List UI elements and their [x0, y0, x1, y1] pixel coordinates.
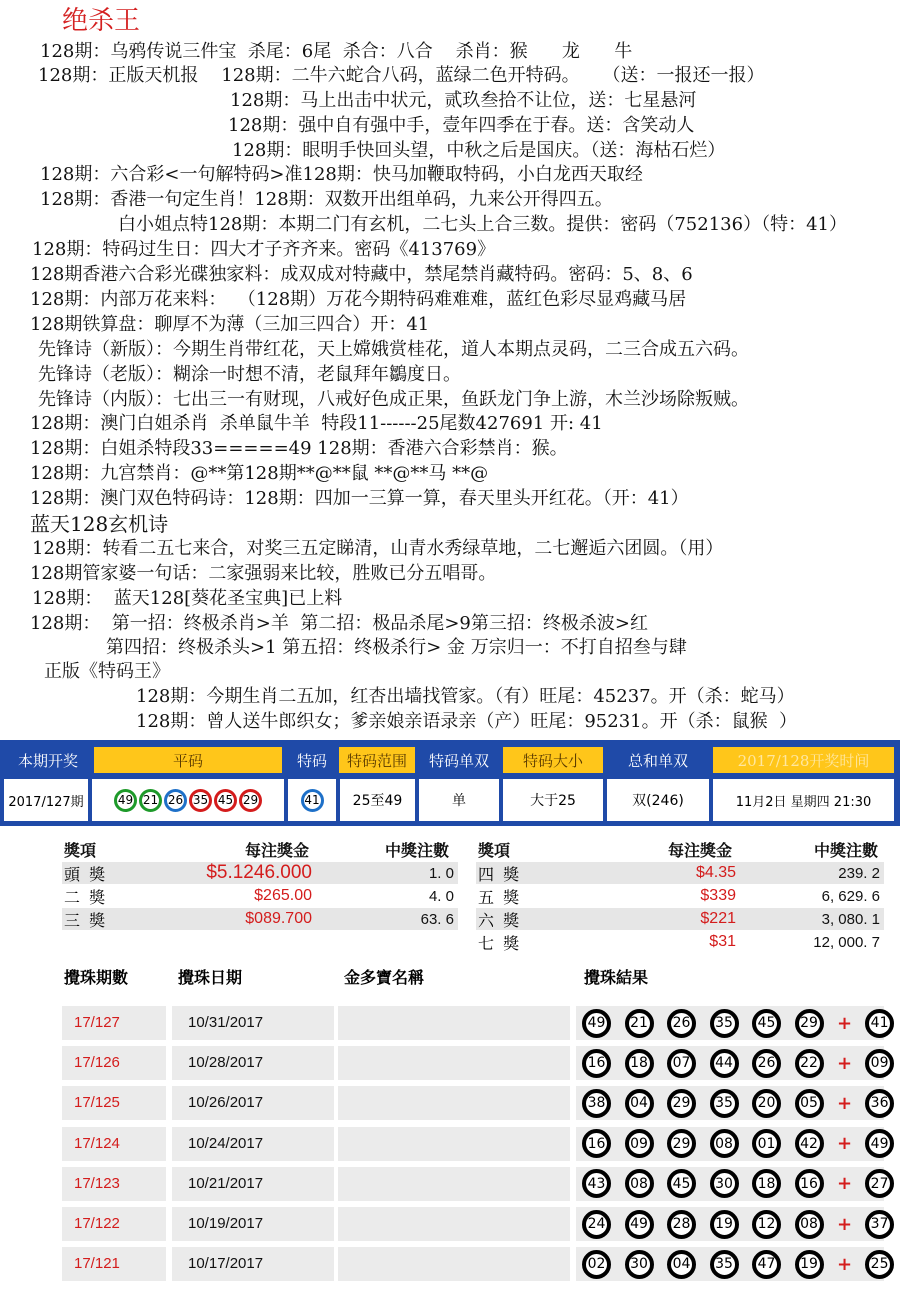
next-draw-time: 11月2日 星期四 21:30 — [713, 779, 894, 821]
ball: 01 — [752, 1129, 781, 1158]
ball: 35 — [189, 789, 212, 812]
prize-amount: $339 — [700, 887, 736, 904]
ball: 05 — [795, 1089, 824, 1118]
ball: 16 — [582, 1129, 611, 1158]
history-issue: 17/124 — [74, 1134, 120, 1152]
ball: 24 — [582, 1210, 611, 1239]
text-line: 128期：强中自有强中手，壹年四季在于春。送：含笑动人 — [228, 115, 695, 136]
prize-header-item: 獎項 — [64, 841, 97, 860]
ball: 49 — [625, 1210, 654, 1239]
ball: 28 — [667, 1210, 696, 1239]
prize-row — [62, 885, 458, 907]
history-date: 10/19/2017 — [188, 1215, 264, 1232]
history-balls — [582, 1207, 894, 1241]
ball: 44 — [710, 1049, 739, 1078]
cell-background — [338, 1247, 570, 1281]
prize-row — [476, 931, 884, 953]
header-next-draw-time: 2017/128开奖时间 — [713, 747, 894, 773]
history-row — [62, 1167, 889, 1201]
text-line: 128期：内部万花来料： （128期）万花今期特码难难难，蓝红色彩尽显鸡藏马居 — [30, 289, 687, 310]
history-issue: 17/122 — [74, 1215, 120, 1232]
plus-sign: + — [837, 1213, 853, 1235]
history-balls — [582, 1127, 894, 1161]
prize-count: 239. 2 — [838, 864, 880, 882]
header-normal-numbers: 平码 — [94, 747, 282, 773]
history-balls — [582, 1247, 894, 1281]
plus-sign: + — [837, 1133, 853, 1155]
text-line: 白小姐点特128期：本期二门有玄机，二七头上合三数。提供：密码（752136）（特：41） — [118, 214, 847, 235]
special-size: 大于25 — [503, 779, 603, 821]
history-row — [62, 1006, 889, 1040]
text-line: 128期：马上出击中状元，贰玖叁拾不让位，送：七星悬河 — [230, 90, 697, 111]
prize-count: 4. 0 — [428, 887, 454, 905]
text-line: 128期：白姐杀特段33=====49 128期：香港六合彩禁肖：猴。 — [30, 438, 568, 459]
ball: 49 — [582, 1009, 611, 1038]
ball: 22 — [795, 1049, 824, 1078]
ball: 12 — [752, 1210, 781, 1239]
ball: 20 — [752, 1089, 781, 1118]
cell-background — [338, 1006, 570, 1040]
history-date: 10/24/2017 — [188, 1134, 264, 1152]
ball: 35 — [710, 1089, 739, 1118]
ball: 04 — [667, 1250, 696, 1279]
text-line: 128期：九宫禁肖：@**第128期**@**鼠 **@**马 **@ — [30, 463, 489, 484]
history-date: 10/31/2017 — [188, 1014, 264, 1031]
ball: 30 — [710, 1169, 739, 1198]
text-line: 128期：澳门双色特码诗：128期：四加一三算一算，春天里头开红花。（开：41） — [30, 488, 689, 509]
ball: 38 — [582, 1089, 611, 1118]
ball: 47 — [752, 1250, 781, 1279]
history-header-issue: 攪珠期數 — [64, 968, 129, 987]
ball: 08 — [625, 1169, 654, 1198]
text-line: 蓝天128玄机诗 — [30, 512, 169, 536]
ball: 18 — [752, 1169, 781, 1198]
text-line: 128期：六合彩<一句解特码>准128期：快马加鞭取特码，小白龙西天取经 — [40, 164, 643, 185]
special-ball: 41 — [301, 789, 324, 812]
prize-name: 七 獎 — [478, 933, 522, 953]
cell-background — [338, 1207, 570, 1241]
ball: 02 — [582, 1250, 611, 1279]
history-header-name: 金多寶名稱 — [344, 968, 425, 987]
text-line: 128期：澳门白姐杀肖 杀单鼠牛羊 特段11------25尾数427691 开: 41 — [30, 413, 603, 434]
text-line: 128期：香港一句定生肖！128期：双数开出组单码，九来公开得四五。 — [40, 189, 613, 210]
prize-amount: $5.1246.000 — [206, 862, 312, 883]
ball: 45 — [752, 1009, 781, 1038]
ball: 04 — [625, 1089, 654, 1118]
prize-count: 12, 000. 7 — [813, 933, 880, 951]
ball: 19 — [710, 1210, 739, 1239]
ball: 16 — [795, 1169, 824, 1198]
cell-background — [338, 1167, 570, 1201]
prize-name: 四 獎 — [478, 864, 522, 884]
history-balls — [582, 1046, 894, 1080]
history-balls — [582, 1086, 894, 1120]
text-line: 128期：今期生肖二五加，红杏出墙找管家。（有）旺尾：45237。开（杀：蛇马） — [136, 686, 795, 707]
ball: 21 — [139, 789, 162, 812]
prize-count: 1. 0 — [428, 864, 454, 882]
history-row — [62, 1086, 889, 1120]
header-special-odd-even: 特码单双 — [419, 747, 499, 773]
ball: 29 — [795, 1009, 824, 1038]
special-ball-cell — [288, 779, 336, 821]
history-balls — [582, 1167, 894, 1201]
text-line: 先锋诗（老版）：糊涂一时想不清，老鼠拜年鶵度日。 — [38, 364, 461, 385]
header-special-number: 特码 — [288, 747, 336, 773]
special-ball: 09 — [865, 1049, 894, 1078]
ball: 26 — [752, 1049, 781, 1078]
prize-count: 63. 6 — [420, 910, 454, 928]
special-ball: 49 — [865, 1129, 894, 1158]
history-row — [62, 1046, 889, 1080]
prize-row — [62, 862, 458, 884]
cell-background — [338, 1086, 570, 1120]
ball: 29 — [667, 1129, 696, 1158]
history-date: 10/26/2017 — [188, 1094, 264, 1112]
text-line: 128期：乌鸦传说三件宝 杀尾：6尾 杀合：八合 杀肖：猴 龙 牛 — [40, 41, 633, 62]
ball: 16 — [582, 1049, 611, 1078]
prize-amount: $221 — [700, 910, 736, 927]
ball: 29 — [239, 789, 262, 812]
prize-name: 五 獎 — [478, 887, 522, 907]
ball: 49 — [114, 789, 137, 812]
prize-header-amount: 每注獎金 — [668, 841, 733, 860]
text-line: 128期： 第一招：终极杀肖>羊 第二招：极品杀尾>9第三招：终极杀波>红 — [30, 613, 648, 634]
history-header-result: 攪珠結果 — [584, 968, 649, 987]
prize-name: 六 獎 — [478, 910, 522, 930]
history-issue: 17/125 — [74, 1094, 120, 1112]
prize-amount: $4.35 — [695, 864, 736, 881]
history-date: 10/28/2017 — [188, 1054, 264, 1072]
plus-sign: + — [837, 1253, 853, 1275]
sum-odd-even: 双(246) — [607, 779, 709, 821]
text-line: 正版《特码王》 — [44, 661, 170, 682]
plus-sign: + — [837, 1173, 853, 1195]
ball: 07 — [667, 1049, 696, 1078]
history-row — [62, 1127, 889, 1161]
ball: 18 — [625, 1049, 654, 1078]
prize-amount: $265.00 — [254, 887, 312, 904]
prize-name: 二 獎 — [64, 887, 108, 907]
ball: 21 — [625, 1009, 654, 1038]
ball: 26 — [164, 789, 187, 812]
prize-count: 3, 080. 1 — [821, 910, 880, 928]
special-ball: 25 — [865, 1250, 894, 1279]
text-line: 第四招：终极杀头>1 第五招：终极杀行> 金 万宗归一：不打自招叁与肆 — [106, 637, 687, 658]
text-line: 128期管家婆一句话：二家强弱来比较，胜败已分五唱哥。 — [30, 563, 497, 584]
special-odd-even: 单 — [419, 779, 499, 821]
special-range: 25至49 — [340, 779, 415, 821]
history-issue: 17/123 — [74, 1174, 120, 1192]
ball: 35 — [710, 1009, 739, 1038]
plus-sign: + — [837, 1052, 853, 1074]
ball: 45 — [667, 1169, 696, 1198]
ball: 43 — [582, 1169, 611, 1198]
history-issue: 17/127 — [74, 1014, 120, 1031]
special-ball: 36 — [865, 1089, 894, 1118]
plus-sign: + — [837, 1012, 853, 1034]
draw-issue: 2017/127期 — [4, 779, 88, 821]
prize-row — [476, 908, 884, 930]
draw-result-table — [0, 740, 900, 826]
ball: 26 — [667, 1009, 696, 1038]
text-line: 先锋诗（新版）：今期生肖带红花，天上嫦娥赏桂花，道人本期点灵码，二三合成五六码。 — [38, 339, 749, 360]
text-line: 先锋诗（内版）：七出三一有财现，八戒好色成正果，鱼跃龙门争上游，木兰沙场除叛贼。 — [38, 389, 749, 410]
normal-balls — [92, 779, 284, 821]
ball: 29 — [667, 1089, 696, 1118]
cell-background — [338, 1046, 570, 1080]
ball: 45 — [214, 789, 237, 812]
ball: 42 — [795, 1129, 824, 1158]
prize-header-count: 中獎注數 — [814, 841, 879, 860]
prize-header-count: 中獎注數 — [385, 841, 450, 860]
header-special-size: 特码大小 — [503, 747, 603, 773]
history-issue: 17/126 — [74, 1054, 120, 1072]
history-date: 10/21/2017 — [188, 1174, 264, 1192]
prize-name: 頭 獎 — [64, 864, 108, 884]
prize-count: 6, 629. 6 — [821, 887, 880, 905]
text-line: 128期：特码过生日：四大才子齐齐来。密码《413769》 — [32, 239, 496, 260]
page-title: 绝杀王 — [62, 6, 141, 36]
special-ball: 27 — [865, 1169, 894, 1198]
history-header-date: 攪珠日期 — [178, 968, 243, 987]
special-ball: 41 — [865, 1009, 894, 1038]
text-line: 128期香港六合彩光碟独家料：成双成对特藏中，禁尾禁肖藏特码。密码：5、8、6 — [30, 264, 693, 285]
header-current-draw: 本期开奖 — [6, 747, 90, 773]
prize-header-amount: 每注獎金 — [245, 841, 310, 860]
cell-background — [338, 1127, 570, 1161]
prize-name: 三 獎 — [64, 910, 108, 930]
text-line: 128期：转看二五七来合，对奖三五定睇清，山青水秀绿草地，二七邂逅六团圆。（用） — [32, 538, 724, 559]
header-sum-odd-even: 总和单双 — [607, 747, 709, 773]
prize-row — [476, 885, 884, 907]
plus-sign: + — [837, 1092, 853, 1114]
history-issue: 17/121 — [74, 1255, 120, 1273]
ball: 08 — [710, 1129, 739, 1158]
ball: 30 — [625, 1250, 654, 1279]
ball: 08 — [795, 1210, 824, 1239]
history-row — [62, 1207, 889, 1241]
prize-row — [62, 908, 458, 930]
header-special-range: 特码范围 — [339, 747, 415, 773]
ball: 35 — [710, 1250, 739, 1279]
special-ball: 37 — [865, 1210, 894, 1239]
text-line: 128期：曾人送牛郎织女；爹亲娘亲语录亲（产）旺尾：95231。开（杀：鼠猴 ） — [136, 711, 798, 732]
history-balls — [582, 1006, 894, 1040]
prize-amount: $089.700 — [245, 910, 312, 927]
ball: 09 — [625, 1129, 654, 1158]
prize-header-item: 獎項 — [478, 841, 511, 860]
prize-amount: $31 — [709, 933, 736, 950]
prize-row — [476, 862, 884, 884]
text-line: 128期：眼明手快回头望，中秋之后是国庆。（送：海枯石烂） — [232, 140, 726, 161]
text-line: 128期铁算盘：聊厚不为薄（三加三四合）开：41 — [30, 314, 430, 335]
ball: 19 — [795, 1250, 824, 1279]
history-date: 10/17/2017 — [188, 1255, 264, 1273]
text-line: 128期：正版天机报 128期：二牛六蛇合八码，蓝绿二色开特码。 （送：一报还一报） — [38, 65, 765, 86]
history-row — [62, 1247, 889, 1281]
text-line: 128期： 蓝天128[葵花圣宝典]已上料 — [32, 588, 343, 609]
